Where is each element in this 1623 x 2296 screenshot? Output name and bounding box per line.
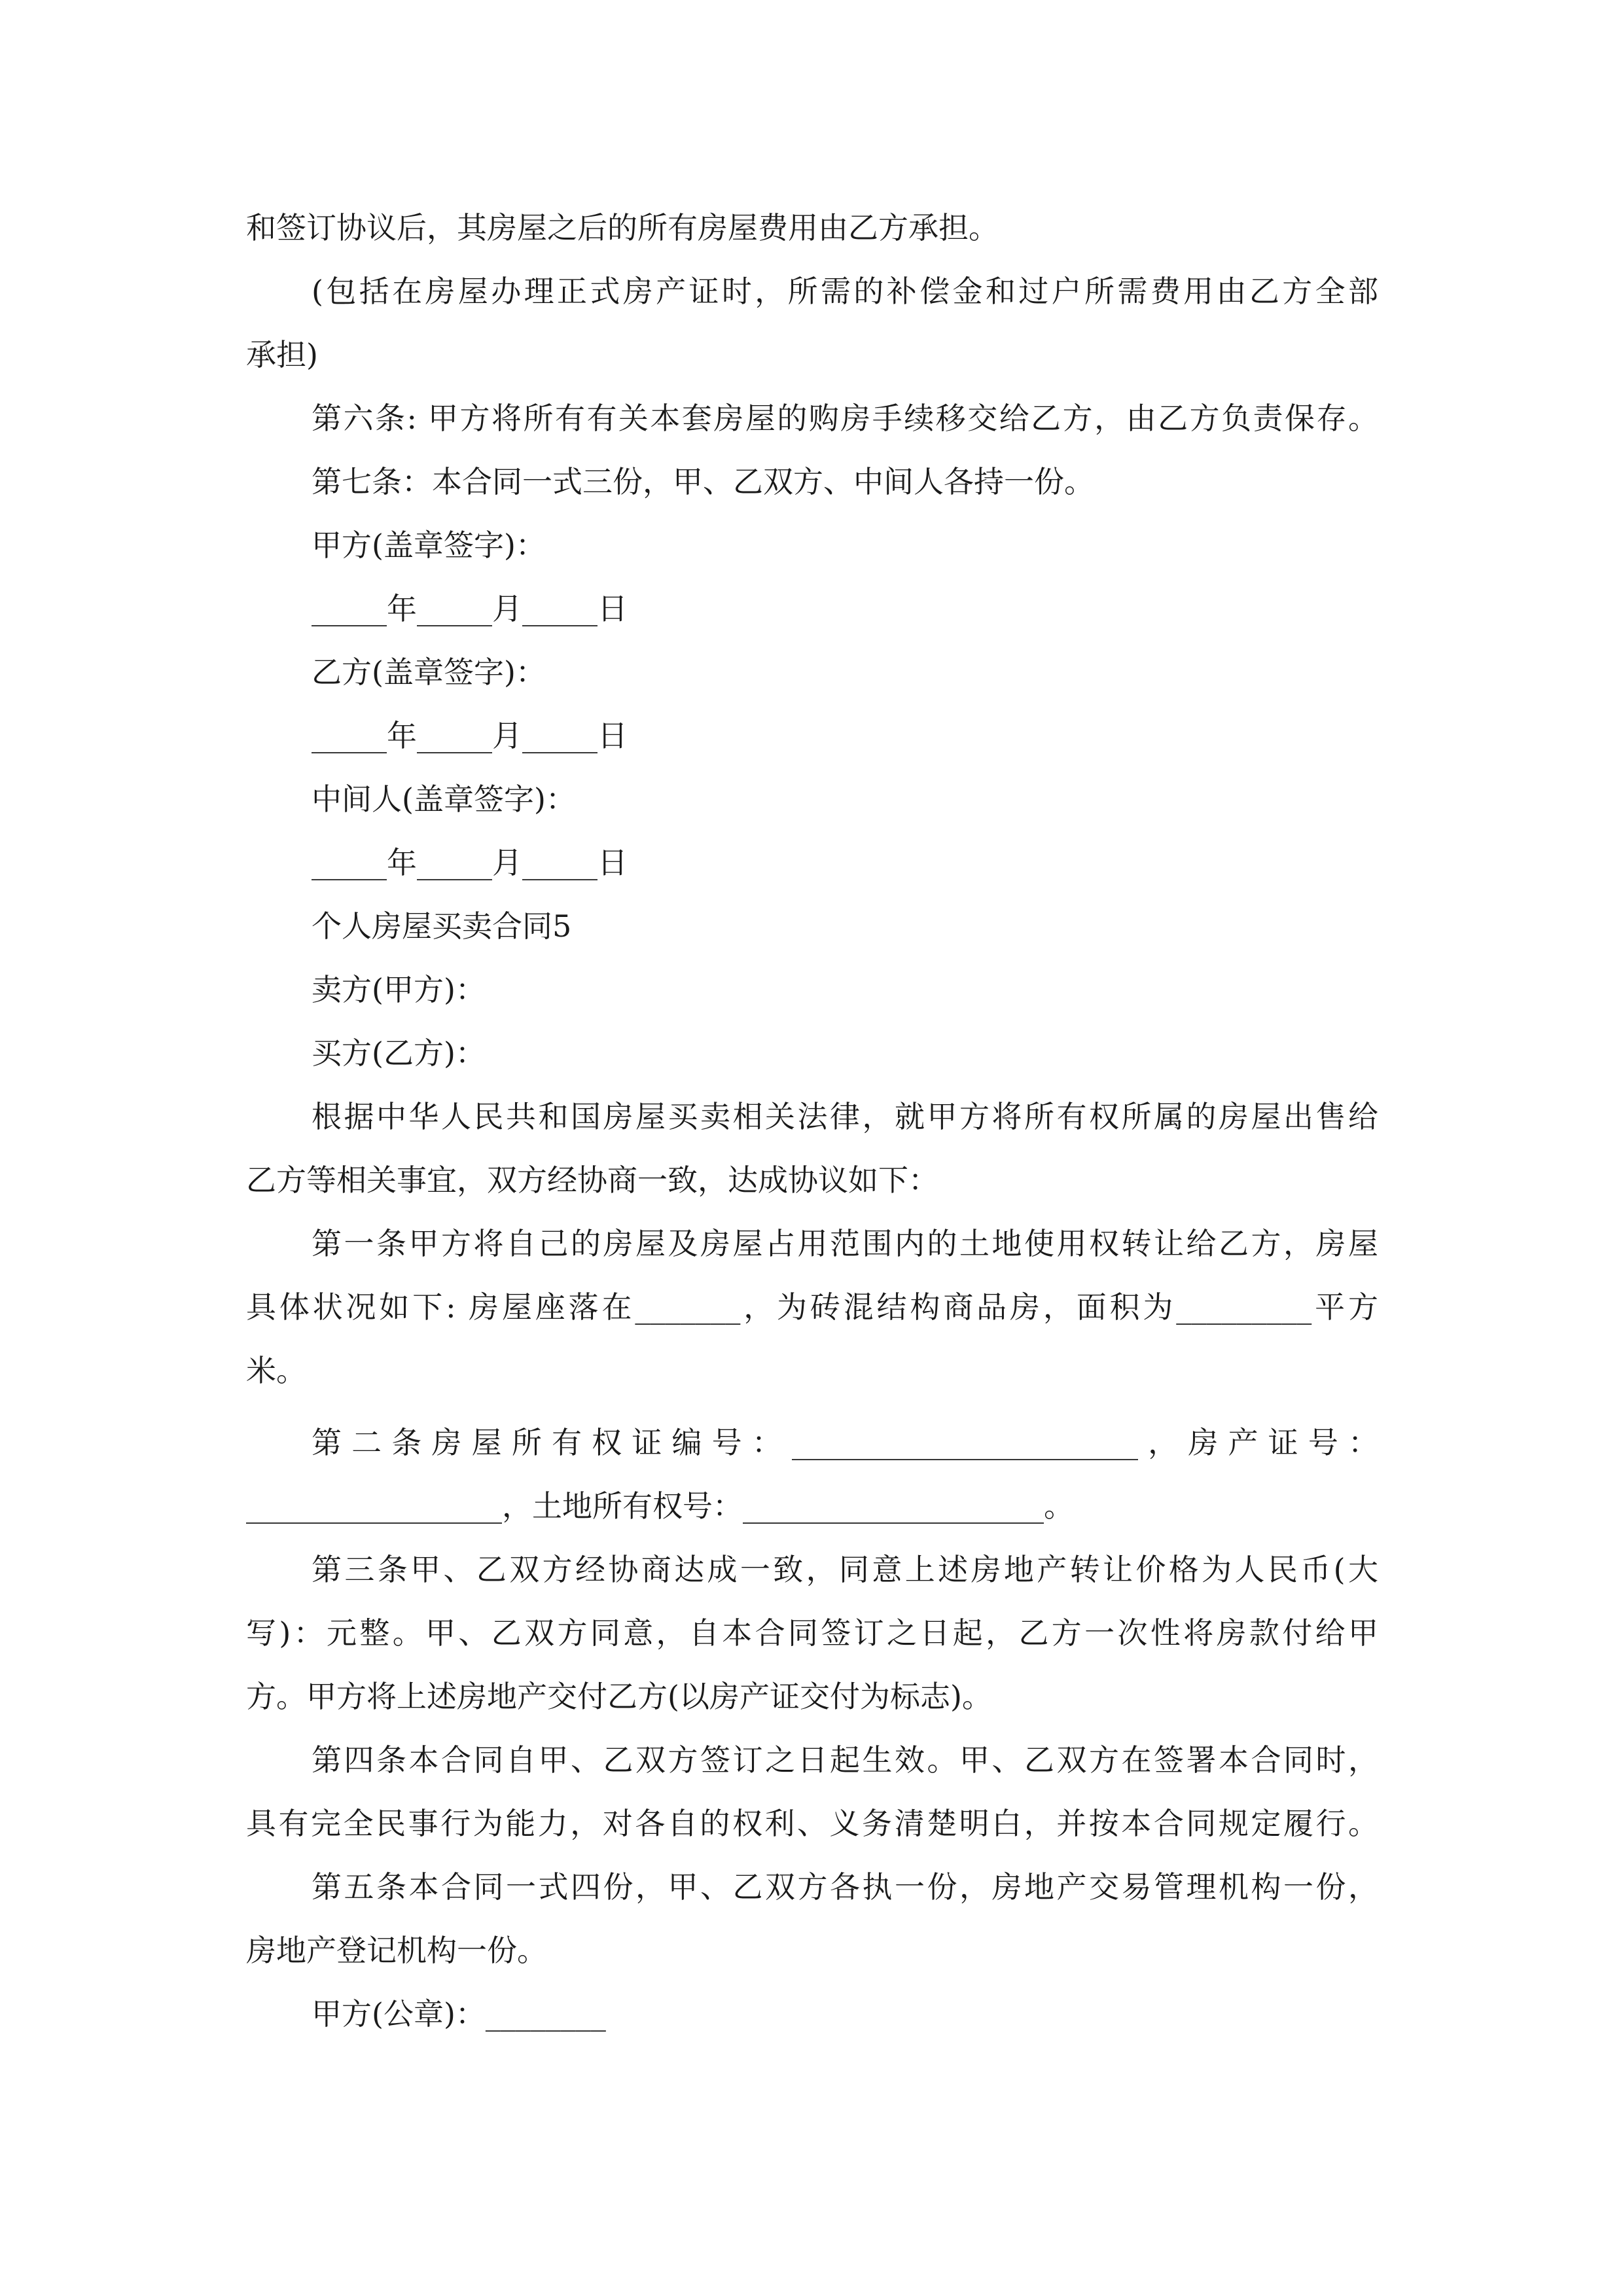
body-line: 米。 — [246, 1353, 306, 1388]
body-line: 方。甲方将上述房地产交付乙方(以房产证交付为标志)。 — [246, 1679, 992, 1714]
clause-three: 第三条甲、乙双方经协商达成一致，同意上述房地产转让价格为人民币(大 — [312, 1552, 1378, 1587]
body-line: (包括在房屋办理正式房产证时，所需的补偿金和过户所需费用由乙方全部 — [312, 274, 1378, 309]
body-line: 乙方等相关事宜，双方经协商一致，达成协议如下： — [246, 1162, 938, 1198]
date-line: _____年_____月_____日 — [312, 845, 628, 880]
body-line: 具体状况如下: 房屋座落在_______，为砖混结构商品房，面积为_________平方 — [246, 1289, 1378, 1325]
body-line: 房地产登记机构一份。 — [246, 1933, 547, 1968]
clause-six: 第六条: 甲方将所有有关本套房屋的购房手续移交给乙方，由乙方负责保存。 — [312, 401, 1378, 436]
party-a-seal-label: 甲方(公章)：________ — [312, 1996, 606, 2032]
clause-two: 第二条房屋所有权证编号：_______________________，房产证号： — [312, 1425, 1378, 1460]
body-line: _________________，土地所有权号：____________________。 — [246, 1488, 1074, 1524]
date-line: _____年_____月_____日 — [312, 591, 628, 626]
party-a-signature-label: 甲方(盖章签字)： — [312, 528, 546, 563]
clause-one: 第一条甲方将自己的房屋及房屋占用范围内的土地使用权转让给乙方，房屋 — [312, 1226, 1378, 1261]
clause-seven: 第七条：本合同一式三份，甲、乙双方、中间人各持一份。 — [312, 464, 1094, 499]
contract-heading: 个人房屋买卖合同5 — [312, 908, 572, 944]
intermediary-signature-label: 中间人(盖章签字)： — [312, 781, 576, 817]
body-line: 根据中华人民共和国房屋买卖相关法律，就甲方将所有权所属的房屋出售给 — [312, 1099, 1378, 1134]
body-line: 写)：元整。甲、乙双方同意，自本合同签订之日起，乙方一次性将房款付给甲 — [246, 1615, 1378, 1651]
body-line: 和签订协议后，其房屋之后的所有房屋费用由乙方承担。 — [246, 210, 999, 245]
clause-four: 第四条本合同自甲、乙双方签订之日起生效。甲、乙双方在签署本合同时， — [312, 1742, 1378, 1778]
body-line: 承担) — [246, 337, 318, 372]
party-b-signature-label: 乙方(盖章签字)： — [312, 655, 546, 690]
buyer-label: 买方(乙方)： — [312, 1035, 486, 1071]
date-line: _____年_____月_____日 — [312, 718, 628, 753]
body-line: 具有完全民事行为能力，对各自的权利、义务清楚明白，并按本合同规定履行。 — [246, 1806, 1378, 1841]
seller-label: 卖方(甲方)： — [312, 972, 486, 1007]
clause-five: 第五条本合同一式四份，甲、乙双方各执一份，房地产交易管理机构一份， — [312, 1869, 1378, 1905]
